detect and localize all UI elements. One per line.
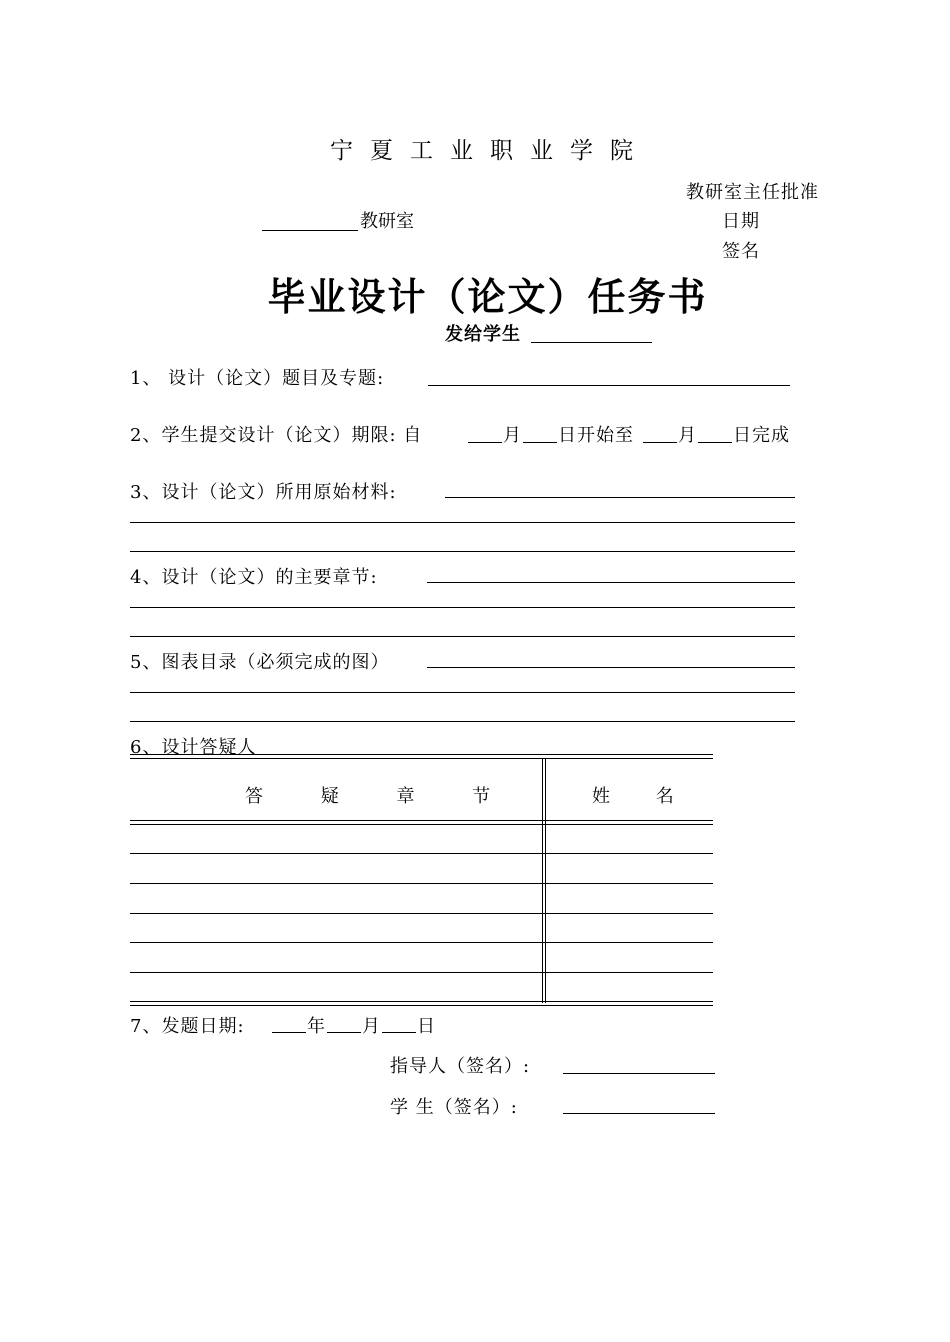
item-2-month2: 月 bbox=[678, 425, 697, 446]
approve-date-label: 日期 bbox=[722, 211, 760, 232]
table-row[interactable] bbox=[130, 913, 713, 914]
student-name-blank[interactable] bbox=[531, 342, 652, 343]
school-name: 宁夏工业职业学院 bbox=[330, 138, 650, 164]
table-row[interactable] bbox=[130, 942, 713, 943]
approve-sign-label: 签名 bbox=[722, 241, 760, 262]
table-header-border bbox=[130, 820, 713, 821]
issue-year: 年 bbox=[307, 1016, 326, 1037]
item-2-month1-blank[interactable] bbox=[468, 442, 502, 443]
item-2-month1: 月 bbox=[503, 425, 522, 446]
table-top-border-inner bbox=[130, 758, 713, 759]
item-2-day2-blank[interactable] bbox=[698, 442, 732, 443]
document-title: 毕业设计（论文）任务书 bbox=[267, 274, 708, 319]
approve-title: 教研室主任批准 bbox=[686, 182, 819, 203]
issue-date-label: 7、发题日期: bbox=[130, 1016, 245, 1037]
student-sign-label: 学 生（签名）: bbox=[390, 1097, 518, 1118]
item-3-line-3[interactable] bbox=[130, 551, 795, 552]
student-sign-blank[interactable] bbox=[563, 1113, 715, 1114]
item-5-blank[interactable] bbox=[427, 667, 795, 668]
table-column-divider-inner bbox=[545, 758, 546, 1003]
item-3-line-2[interactable] bbox=[130, 522, 795, 523]
dept-blank-line[interactable] bbox=[262, 230, 358, 231]
table-column-divider bbox=[542, 758, 543, 1003]
item-1-blank[interactable] bbox=[428, 385, 790, 386]
table-row[interactable] bbox=[130, 853, 713, 854]
issue-day-blank[interactable] bbox=[382, 1032, 416, 1033]
item-5-line-2[interactable] bbox=[130, 692, 795, 693]
item-4-line-2[interactable] bbox=[130, 607, 795, 608]
issue-year-blank[interactable] bbox=[272, 1032, 306, 1033]
issue-day: 日 bbox=[417, 1016, 436, 1037]
table-row[interactable] bbox=[130, 972, 713, 973]
table-header-border-inner bbox=[130, 824, 713, 825]
item-3-blank[interactable] bbox=[445, 497, 795, 498]
item-4-line-3[interactable] bbox=[130, 636, 795, 637]
item-6-label: 6、设计答疑人 bbox=[130, 737, 257, 758]
issue-month: 月 bbox=[362, 1016, 381, 1037]
table-header-chapter: 答 疑 章 节 bbox=[245, 786, 517, 807]
advisor-sign-label: 指导人（签名）: bbox=[390, 1056, 531, 1077]
item-5-label: 5、图表目录（必须完成的图） bbox=[130, 652, 390, 673]
table-header-name: 姓 名 bbox=[592, 786, 694, 807]
table-bottom-border-inner bbox=[130, 1005, 713, 1006]
issued-to-label: 发给学生 bbox=[445, 324, 521, 345]
dept-label: 教研室 bbox=[360, 211, 414, 232]
item-2-day2: 日完成 bbox=[733, 425, 790, 446]
table-bottom-border bbox=[130, 1001, 713, 1002]
issue-month-blank[interactable] bbox=[327, 1032, 361, 1033]
item-4-label: 4、设计（论文）的主要章节: bbox=[130, 567, 378, 588]
table-row[interactable] bbox=[130, 883, 713, 884]
item-2-label: 2、学生提交设计（论文）期限: 自 bbox=[130, 425, 423, 446]
item-3-label: 3、设计（论文）所用原始材料: bbox=[130, 482, 397, 503]
item-2-day1-blank[interactable] bbox=[523, 442, 557, 443]
advisor-sign-blank[interactable] bbox=[563, 1073, 715, 1074]
item-1-label: 1、 设计（论文）题目及专题: bbox=[130, 368, 385, 389]
item-4-blank[interactable] bbox=[427, 582, 795, 583]
table-top-border bbox=[130, 754, 713, 755]
item-2-month2-blank[interactable] bbox=[643, 442, 677, 443]
item-5-line-3[interactable] bbox=[130, 721, 795, 722]
item-2-day1: 日开始至 bbox=[558, 425, 634, 446]
